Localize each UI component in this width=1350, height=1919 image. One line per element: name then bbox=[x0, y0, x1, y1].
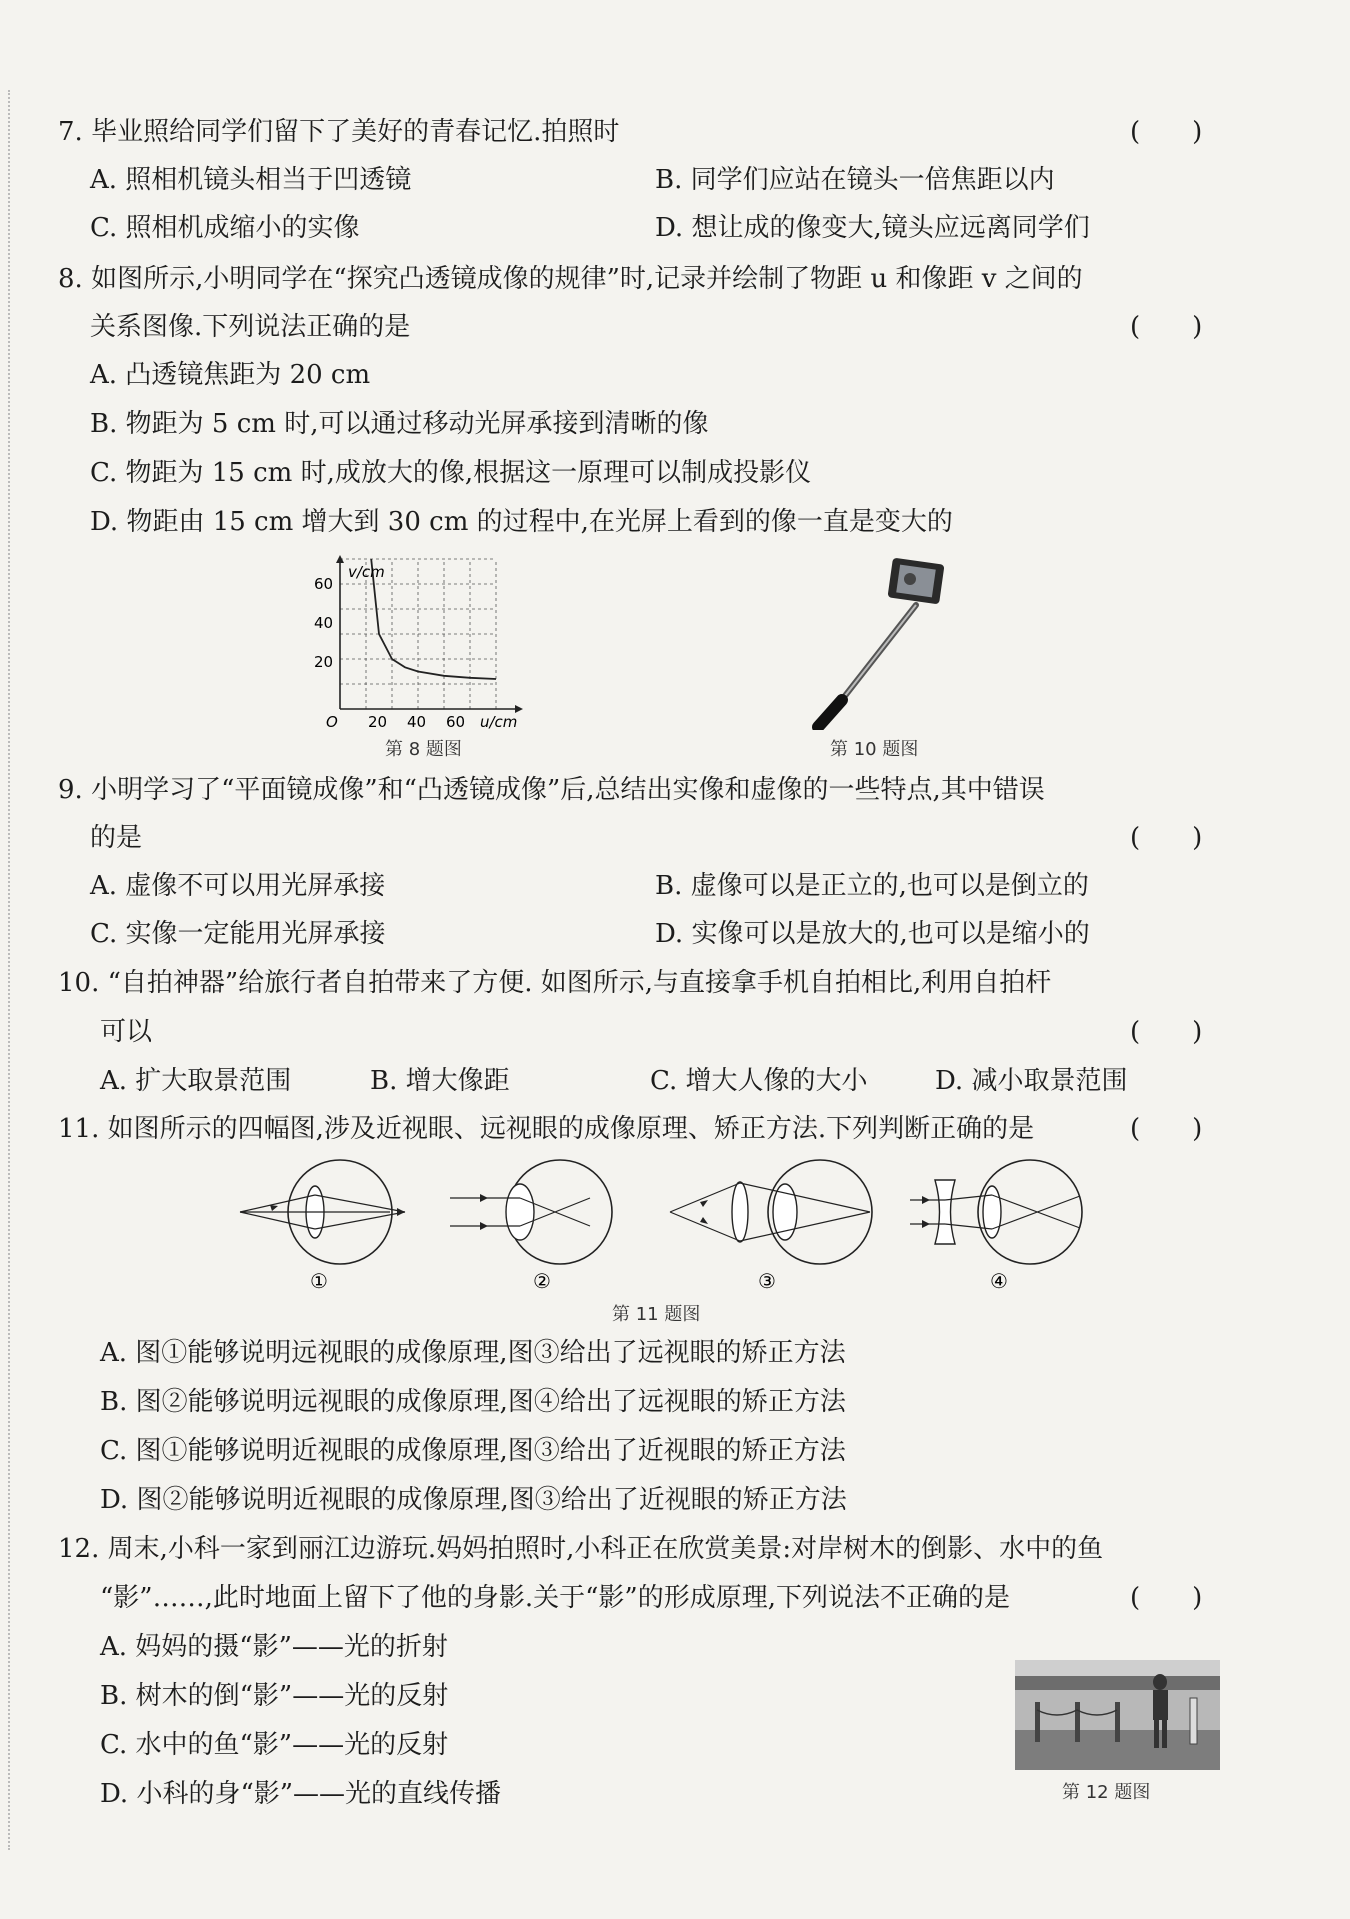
q8-option-a[interactable]: A. 凸透镜焦距为 20 cm bbox=[90, 360, 371, 390]
fig12-caption: 第 12 题图 bbox=[1062, 1782, 1151, 1803]
q9-option-a[interactable]: A. 虚像不可以用光屏承接 bbox=[90, 871, 386, 901]
fence-post bbox=[1190, 1698, 1197, 1744]
fig8-origin: O bbox=[326, 713, 338, 730]
q12-option-c[interactable]: C. 水中的鱼“影”——光的反射 bbox=[100, 1730, 449, 1760]
person-head bbox=[1153, 1674, 1167, 1690]
q10-option-d[interactable]: D. 减小取景范围 bbox=[935, 1066, 1128, 1096]
q9-stem-line1: 9. 小明学习了“平面镜成像”和“凸透镜成像”后,总结出实像和虚像的一些特点,其中错误 bbox=[58, 775, 1045, 805]
q11-option-d[interactable]: D. 图②能够说明近视眼的成像原理,图③给出了近视眼的矫正方法 bbox=[100, 1485, 847, 1515]
q11-option-b[interactable]: B. 图②能够说明远视眼的成像原理,图④给出了远视眼的矫正方法 bbox=[100, 1387, 846, 1417]
fig8-caption: 第 8 题图 bbox=[385, 739, 462, 760]
fig10-caption: 第 10 题图 bbox=[830, 739, 919, 760]
fig8-uv-graph bbox=[300, 555, 560, 730]
fig8-xtick-40: 40 bbox=[407, 713, 427, 730]
q11-answer-bracket[interactable]: ( ) bbox=[1130, 1114, 1203, 1144]
q7-answer-bracket[interactable]: ( ) bbox=[1130, 117, 1203, 147]
q9-stem-line2: 的是 bbox=[90, 823, 143, 853]
binding-edge bbox=[8, 90, 12, 1850]
q9-option-c[interactable]: C. 实像一定能用光屏承接 bbox=[90, 919, 386, 949]
fig12-riverside-photo bbox=[1015, 1660, 1220, 1770]
eye-diagram-1 bbox=[240, 1160, 405, 1264]
stick-handle bbox=[818, 700, 842, 727]
q10-stem-line2: 可以 bbox=[100, 1017, 153, 1047]
fig10-selfie-stick bbox=[790, 555, 960, 730]
fig8-xtick-60: 60 bbox=[446, 713, 466, 730]
fig8-grid bbox=[340, 559, 496, 709]
q7-option-c[interactable]: C. 照相机成缩小的实像 bbox=[90, 213, 360, 243]
q11-stem: 11. 如图所示的四幅图,涉及近视眼、远视眼的成像原理、矫正方法.下列判断正确的是 bbox=[58, 1114, 1035, 1144]
q8-option-b[interactable]: B. 物距为 5 cm 时,可以通过移动光屏承接到清晰的像 bbox=[90, 409, 709, 439]
eye-diagram-2 bbox=[450, 1160, 612, 1264]
q11-option-a[interactable]: A. 图①能够说明远视眼的成像原理,图③给出了远视眼的矫正方法 bbox=[100, 1338, 846, 1368]
fig8-x-arrow bbox=[515, 705, 523, 713]
q8-option-c[interactable]: C. 物距为 15 cm 时,成放大的像,根据这一原理可以制成投影仪 bbox=[90, 458, 812, 488]
q8-stem-line1: 8. 如图所示,小明同学在“探究凸透镜成像的规律”时,记录并绘制了物距 u 和像距 v 之间的 bbox=[58, 264, 1083, 294]
fig8-ylabel: v/cm bbox=[348, 563, 385, 581]
eye-label-2: ② bbox=[533, 1269, 551, 1293]
q10-stem-line1: 10. “自拍神器”给旅行者自拍带来了方便. 如图所示,与直接拿手机自拍相比,利用自拍杆 bbox=[58, 968, 1052, 998]
eye-label-4: ④ bbox=[990, 1269, 1008, 1293]
fence-post bbox=[1035, 1702, 1040, 1742]
q7-option-d[interactable]: D. 想让成的像变大,镜头应远离同学们 bbox=[655, 213, 1090, 243]
q8-option-d[interactable]: D. 物距由 15 cm 增大到 30 cm 的过程中,在光屏上看到的像一直是变大的 bbox=[90, 507, 953, 537]
q12-option-b[interactable]: B. 树木的倒“影”——光的反射 bbox=[100, 1681, 449, 1711]
eye-label-1: ① bbox=[310, 1269, 328, 1293]
fig8-ytick-40: 40 bbox=[314, 614, 334, 632]
q11-option-c[interactable]: C. 图①能够说明近视眼的成像原理,图③给出了近视眼的矫正方法 bbox=[100, 1436, 846, 1466]
fig8-curve bbox=[371, 559, 496, 679]
q9-answer-bracket[interactable]: ( ) bbox=[1130, 823, 1203, 853]
q12-stem-line2: “影”……,此时地面上留下了他的身影.关于“影”的形成原理,下列说法不正确的是 bbox=[100, 1583, 1010, 1613]
q12-stem-line1: 12. 周末,小科一家到丽江边游玩.妈妈拍照时,小科正在欣赏美景:对岸树木的倒影、水中的鱼 bbox=[58, 1534, 1104, 1564]
q9-option-b[interactable]: B. 虚像可以是正立的,也可以是倒立的 bbox=[655, 871, 1089, 901]
q7-option-b[interactable]: B. 同学们应站在镜头一倍焦距以内 bbox=[655, 165, 1055, 195]
eye-diagram-3 bbox=[670, 1160, 872, 1264]
q10-option-b[interactable]: B. 增大像距 bbox=[370, 1066, 510, 1096]
fig11-eye-diagrams bbox=[230, 1150, 1100, 1300]
phone-screen bbox=[896, 565, 936, 598]
person-body bbox=[1153, 1690, 1168, 1720]
fig8-xlabel: u/cm bbox=[480, 713, 518, 730]
fig11-caption: 第 11 题图 bbox=[612, 1304, 701, 1325]
q7-option-a[interactable]: A. 照相机镜头相当于凹透镜 bbox=[90, 165, 412, 195]
q12-option-a[interactable]: A. 妈妈的摄“影”——光的折射 bbox=[100, 1632, 448, 1662]
q12-answer-bracket[interactable]: ( ) bbox=[1130, 1583, 1203, 1613]
q12-option-d[interactable]: D. 小科的身“影”——光的直线传播 bbox=[100, 1779, 502, 1809]
q10-option-a[interactable]: A. 扩大取景范围 bbox=[100, 1066, 292, 1096]
q10-answer-bracket[interactable]: ( ) bbox=[1130, 1017, 1203, 1047]
fence-post bbox=[1115, 1702, 1120, 1742]
fig8-ytick-20: 20 bbox=[314, 653, 334, 671]
fig8-ytick-60: 60 bbox=[314, 575, 334, 593]
eye-label-3: ③ bbox=[758, 1269, 776, 1293]
q10-option-c[interactable]: C. 增大人像的大小 bbox=[650, 1066, 868, 1096]
eye-diagram-4 bbox=[910, 1160, 1082, 1264]
phone-camera bbox=[904, 573, 916, 585]
q9-option-d[interactable]: D. 实像可以是放大的,也可以是缩小的 bbox=[655, 919, 1090, 949]
q8-answer-bracket[interactable]: ( ) bbox=[1130, 312, 1203, 342]
q8-stem-line2: 关系图像.下列说法正确的是 bbox=[90, 312, 411, 342]
fig8-xtick-20: 20 bbox=[368, 713, 388, 730]
fence-post bbox=[1075, 1702, 1080, 1742]
q7-stem: 7. 毕业照给同学们留下了美好的青春记忆.拍照时 bbox=[58, 117, 620, 147]
